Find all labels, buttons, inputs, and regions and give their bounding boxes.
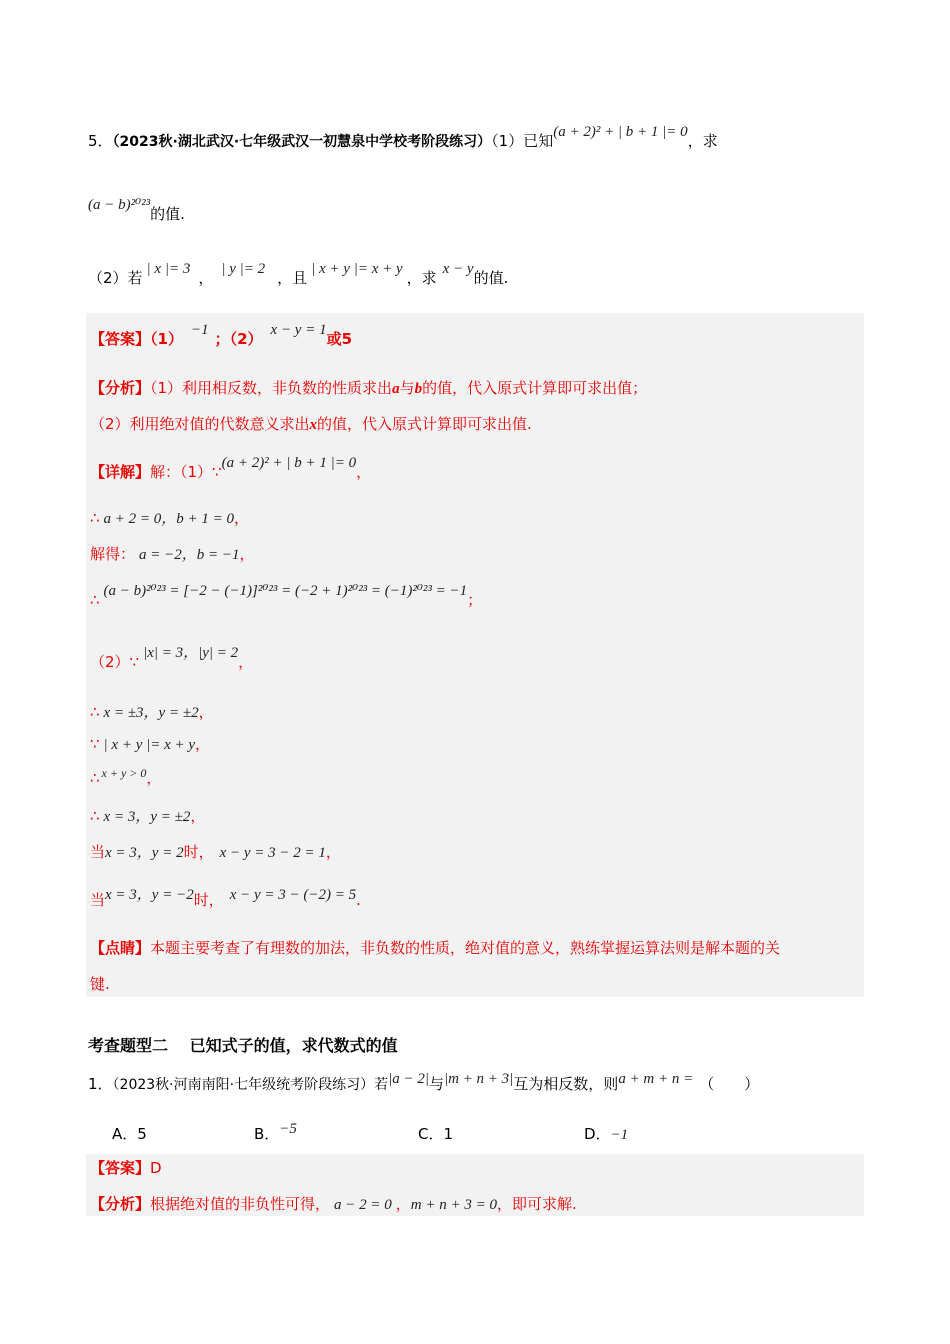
analysis-label: 【分析】 (90, 379, 151, 397)
separator: ， (395, 1195, 411, 1213)
part2-tail: 的值. (473, 269, 509, 287)
question-number: 5． (88, 132, 113, 150)
answer-part2-tail: 或5 (326, 330, 353, 348)
answer-blank: （ ） (699, 1075, 760, 1093)
part1-suffix: ，求 (687, 132, 718, 150)
option-value: −1 (610, 1127, 629, 1143)
option-b[interactable] (254, 1121, 297, 1145)
equation: |x| = 3，|y| = 2 (143, 645, 239, 661)
answer-line-q5 (90, 322, 353, 350)
detail-intro: 解：（1）∵ (150, 463, 222, 481)
xy-abs-condition: | x + y |= x + y (311, 261, 403, 277)
equation: x = 3，y = −2 (105, 887, 194, 903)
variable-b: b (414, 381, 423, 397)
part2-prefix: （2）若 (88, 269, 143, 287)
analysis-text: 根据绝对值的非负性可得， (150, 1195, 331, 1213)
time-label: 时， (183, 843, 214, 861)
analysis-line1-q5 (90, 378, 647, 399)
y-abs-condition: | y |= 2 (221, 261, 266, 277)
equation: a − 2 = 0 (334, 1197, 392, 1213)
detail-line-1: ∴ a + 2 = 0，b + 1 = 0， (90, 509, 250, 527)
detail-line-3 (90, 583, 483, 611)
analysis-text: 的值，代入原式计算即可求出值. (317, 415, 532, 433)
analysis-line-q1 (90, 1194, 577, 1215)
separator: ； (467, 591, 483, 609)
question-5-line2 (88, 197, 185, 225)
separator: ， (356, 463, 372, 481)
detail-line-2: 解得： a = −2，b = −1， (90, 545, 255, 563)
option-c[interactable] (418, 1124, 453, 1144)
detail-line-4: （2）∵ |x| = 3，|y| = 2， (90, 645, 254, 671)
option-d[interactable] (584, 1124, 628, 1145)
equation: | x + y |= x + y (103, 737, 196, 753)
option-label: A． (112, 1125, 138, 1143)
when-label: 当 (90, 891, 106, 909)
answer-part2-label: （2） (229, 330, 263, 348)
analysis-line2-q5 (90, 414, 532, 435)
equation: x + y > 0 (101, 766, 147, 780)
question-text: 互为相反数，则 (513, 1075, 619, 1093)
detail-line-9: 当x = 3，y = 2时， x − y = 3 − 2 = 1， (90, 843, 341, 861)
detail-part2-intro: （2）∵ (90, 653, 140, 671)
time-label: 时， (193, 891, 224, 909)
separator: ； (214, 330, 230, 348)
because-symbol: ∵ (90, 735, 100, 753)
answer-part1-label: （1） (150, 330, 183, 348)
part1-expression: (a − b)²⁰²³ (88, 197, 151, 213)
analysis-text: 的值，代入原式计算即可求出值； (422, 379, 648, 397)
analysis-text: （1）利用相反数，非负数的性质求出 (150, 379, 393, 397)
solve-label: 解得： (90, 545, 136, 563)
detail-label: 【详解】 (90, 463, 151, 481)
detail-line-0 (90, 455, 372, 483)
comment-text: 本题主要考查了有理数的加法，非负数的性质，绝对值的意义，熟练掌握运算法则是解本题的关 (150, 939, 781, 957)
option-label: B． (254, 1125, 280, 1143)
comment-line1-q5 (90, 938, 780, 958)
therefore-symbol: ∴ (90, 509, 100, 527)
detail-line-7: ∴ $^{x + y > 0}$， (90, 766, 162, 787)
question-5-line1 (88, 124, 718, 152)
variable-x: x (309, 417, 318, 433)
equation: (a + 2)² + | b + 1 |= 0 (221, 455, 357, 471)
question-source: （2023秋·湖北武汉·七年级武汉一初慧泉中学校考阶段练习） (112, 134, 492, 150)
equation: a + 2 = 0，b + 1 = 0 (103, 511, 235, 527)
separator: . (356, 891, 361, 909)
analysis-text: ，即可求解. (497, 1195, 577, 1213)
equation: m + n + 3 = 0 (410, 1197, 497, 1213)
option-a[interactable] (112, 1124, 147, 1144)
option-value: 1 (443, 1125, 454, 1143)
answer-line-q1 (90, 1158, 162, 1178)
therefore-symbol: ∴ (90, 703, 100, 721)
therefore-symbol: ∴ (90, 591, 100, 609)
option-value: 5 (137, 1125, 147, 1143)
detail-line-10 (90, 887, 361, 911)
analysis-label: 【分析】 (90, 1195, 151, 1213)
connector: 与 (428, 1075, 444, 1093)
equation: x − y = 3 − 2 = 1 (219, 845, 326, 861)
answer-part1-value: −1 (190, 322, 209, 338)
detail-line-6: ∵ | x + y |= x + y， (90, 735, 211, 753)
abs-expression-2: |m + n + 3| (443, 1071, 514, 1087)
variable-a: a (392, 381, 400, 397)
comment-label: 【点睛】 (90, 939, 151, 957)
section-heading: 考查题型二 已知式子的值，求代数式的值 (88, 1036, 398, 1055)
comment-line2-q5 (90, 974, 110, 994)
option-value: −5 (279, 1121, 297, 1137)
when-label: 当 (90, 843, 106, 861)
detail-line-5: ∴ x = ±3，y = ±2， (90, 703, 214, 721)
part1-condition: (a + 2)² + | b + 1 |= 0 (553, 124, 688, 140)
answer-label: 【答案】 (90, 1159, 151, 1177)
equation: a = −2，b = −1 (139, 547, 240, 563)
question-1-line1 (88, 1071, 760, 1095)
analysis-text: （2）利用绝对值的代数意义求出 (90, 415, 310, 433)
answer-part2-value: x − y = 1 (270, 322, 327, 338)
analysis-text: 与 (399, 379, 415, 397)
detail-line-8: ∴ x = 3，y = ±2， (90, 807, 206, 825)
option-label: D． (584, 1125, 611, 1143)
equation: (a − b)²⁰²³ = [−2 − (−1)]²⁰²³ = (−2 + 1)²⁰²³ = (−1)²⁰²³ = −1 (103, 583, 468, 599)
separator: ， (198, 269, 214, 287)
abs-expression-1: |a − 2| (388, 1071, 429, 1087)
part1-prefix: （1）已知 (491, 132, 554, 150)
therefore-symbol: ∴ (90, 769, 100, 787)
separator: ，且 (277, 269, 308, 287)
equation: x = ±3，y = ±2 (103, 705, 199, 721)
option-label: C． (418, 1125, 444, 1143)
target-expression: x − y (442, 261, 474, 277)
question-5-line3 (88, 261, 509, 289)
therefore-symbol: ∴ (90, 807, 100, 825)
equation: x = 3，y = 2 (105, 845, 184, 861)
comment-text: 键. (90, 975, 110, 993)
part1-tail: 的值. (150, 205, 185, 223)
x-abs-condition: | x |= 3 (146, 261, 191, 277)
equation: x − y = 3 − (−2) = 5 (229, 887, 357, 903)
answer-value: D (150, 1159, 162, 1177)
target-expression: a + m + n = (618, 1071, 694, 1087)
question-source: （2023秋·河南南阳·七年级统考阶段练习）若 (112, 1077, 389, 1093)
separator: ，求 (406, 269, 437, 287)
answer-label: 【答案】 (90, 330, 151, 348)
equation: x = 3，y = ±2 (103, 809, 191, 825)
question-number: 1． (88, 1075, 113, 1093)
